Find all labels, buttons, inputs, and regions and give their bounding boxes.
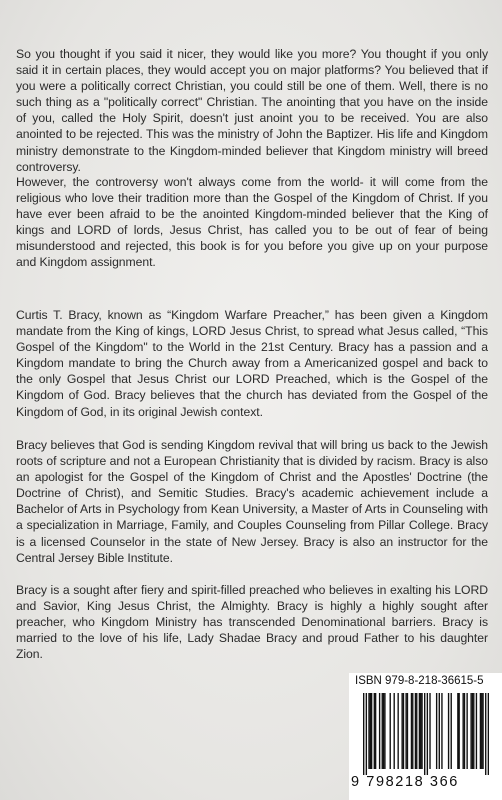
barcode-bar (397, 693, 398, 769)
barcode-digits: 9 798218 366 (351, 774, 459, 790)
barcode-bar (370, 693, 371, 769)
barcode-bar (411, 693, 412, 769)
author-bio-paragraph-3: Bracy is a sought after fiery and spirit-filled preached who believes in exalting his LORD and Savior, King Jesus Christ, the Almighty. Bracy is highly a highly sought after preacher, who Kingdom Ministry has transcended Denominational barriers. Bracy is married to the love of his life, Lady Shadae Bracy and proud Father to his daughter Zion. (16, 583, 488, 662)
barcode-bar (436, 693, 437, 769)
barcode-bar (375, 693, 376, 769)
barcode-bar (482, 693, 483, 769)
barcode-bar (407, 693, 408, 769)
barcode-bars (363, 693, 489, 775)
barcode-bar (405, 693, 406, 769)
barcode-bar (366, 693, 367, 775)
barcode-bar (424, 693, 425, 775)
barcode-bar (427, 693, 428, 775)
barcode-bar (383, 693, 384, 769)
barcode-bar (466, 693, 467, 769)
author-bio-paragraph-2: Bracy believes that God is sending Kingdom revival that will bring us back to the Jewish roots of scripture and not a European Christianity that is divided by racism. Bracy is also an apologist for the Gospel of the Kingdom of Christ and the Apostles' Doctrine (the Doctrine of Christ), and Semitic Studies. Bracy's academic achievement include a Bachelor of Arts in Psychology from Kean University, a Master of Arts in Counseling with a specialization in Marriage, Family, and Couples Counseling from Pillar College. Bracy is a licensed Counselor in the state of New Jersey. Bracy is also an instructor for the Central Jersey Bible Institute. (16, 438, 488, 565)
barcode-bar (416, 693, 417, 769)
barcode-bar (448, 693, 449, 769)
barcode-bar (470, 693, 471, 769)
barcode-bar (374, 693, 375, 769)
barcode-bar (401, 693, 402, 769)
barcode-bar (458, 693, 459, 769)
author-bio-paragraph-1: Curtis T. Bracy, known as “Kingdom Warfare Preacher,” has been given a Kingdom mandate from the King of kings, LORD Jesus Christ, to spread what Jesus called, “This Gospel of the Kingdom" to the World in the 21st Century. Bracy has a passion and a Kingdom mandate to bring the Church away from a Americanized gospel and back to the only Gospel that Jesus Christ our LORD Preached, which is the Gospel of the Kingdom of God. Bracy believes that the church has deviated from the Gospel of the Kingdom of God, in its original Jewish context. (16, 308, 488, 419)
barcode-bar (464, 693, 465, 769)
barcode-bar (480, 693, 481, 769)
barcode-bar (412, 693, 413, 769)
barcode-bar (415, 693, 416, 769)
barcode-bar (439, 693, 440, 769)
barcode-bar (403, 693, 404, 769)
barcode-bar (420, 693, 421, 769)
barcode-bar (451, 693, 452, 769)
barcode-bar (476, 693, 477, 769)
barcode-bar (472, 693, 473, 769)
barcode-bar (421, 693, 422, 769)
barcode-bar (419, 693, 420, 769)
barcode-bar (371, 693, 372, 769)
barcode-bar (473, 693, 474, 769)
barcode-bar (394, 693, 395, 769)
barcode-bar (481, 693, 482, 769)
barcode-bar (485, 693, 486, 775)
barcode-bar (488, 693, 489, 775)
barcode-bar (363, 693, 364, 775)
barcode-bar (441, 693, 442, 769)
barcode-bar (457, 693, 458, 769)
barcode-bar (462, 693, 463, 769)
intro-paragraph-2: However, the controversy won't always come from the world- it will come from the religious who love their tradition more than the Gospel of the Kingdom of Christ. If you have ever been afraid to be the anointed Kingdom-minded believer that the King of kings and LORD of lords, Jesus Christ, has called you to be out of fear of being misunderstood and rejected, this book is for you before you give up on your purpose and Kingdom assignment. (16, 175, 488, 270)
barcode-bar (390, 693, 391, 769)
barcode-bar (368, 693, 369, 769)
isbn-label: ISBN 979-8-218-36615-5 (355, 675, 484, 687)
barcode-bar (382, 693, 383, 769)
isbn-barcode (349, 673, 502, 800)
barcode-bar (384, 693, 385, 769)
barcode-bar (429, 693, 430, 769)
intro-paragraph-1: So you thought if you said it nicer, they would like you more? You thought if you only said it in certain places, they would accept you on major platforms? You believed that if you were a politically correct Christian, you could still be one of them. Well, there is no such thing as a "politically correct" Christian. The anointing that you have on the inside of you, called the Holy Spirit, doesn't just anoint you to be received. You are also anointed to be rejected. This was the ministry of John the Baptizer. His life and Kingdom ministry demonstrate to the Kingdom-minded believer that Kingdom ministry will breed controversy. (16, 47, 488, 174)
barcode-bar (379, 693, 380, 769)
